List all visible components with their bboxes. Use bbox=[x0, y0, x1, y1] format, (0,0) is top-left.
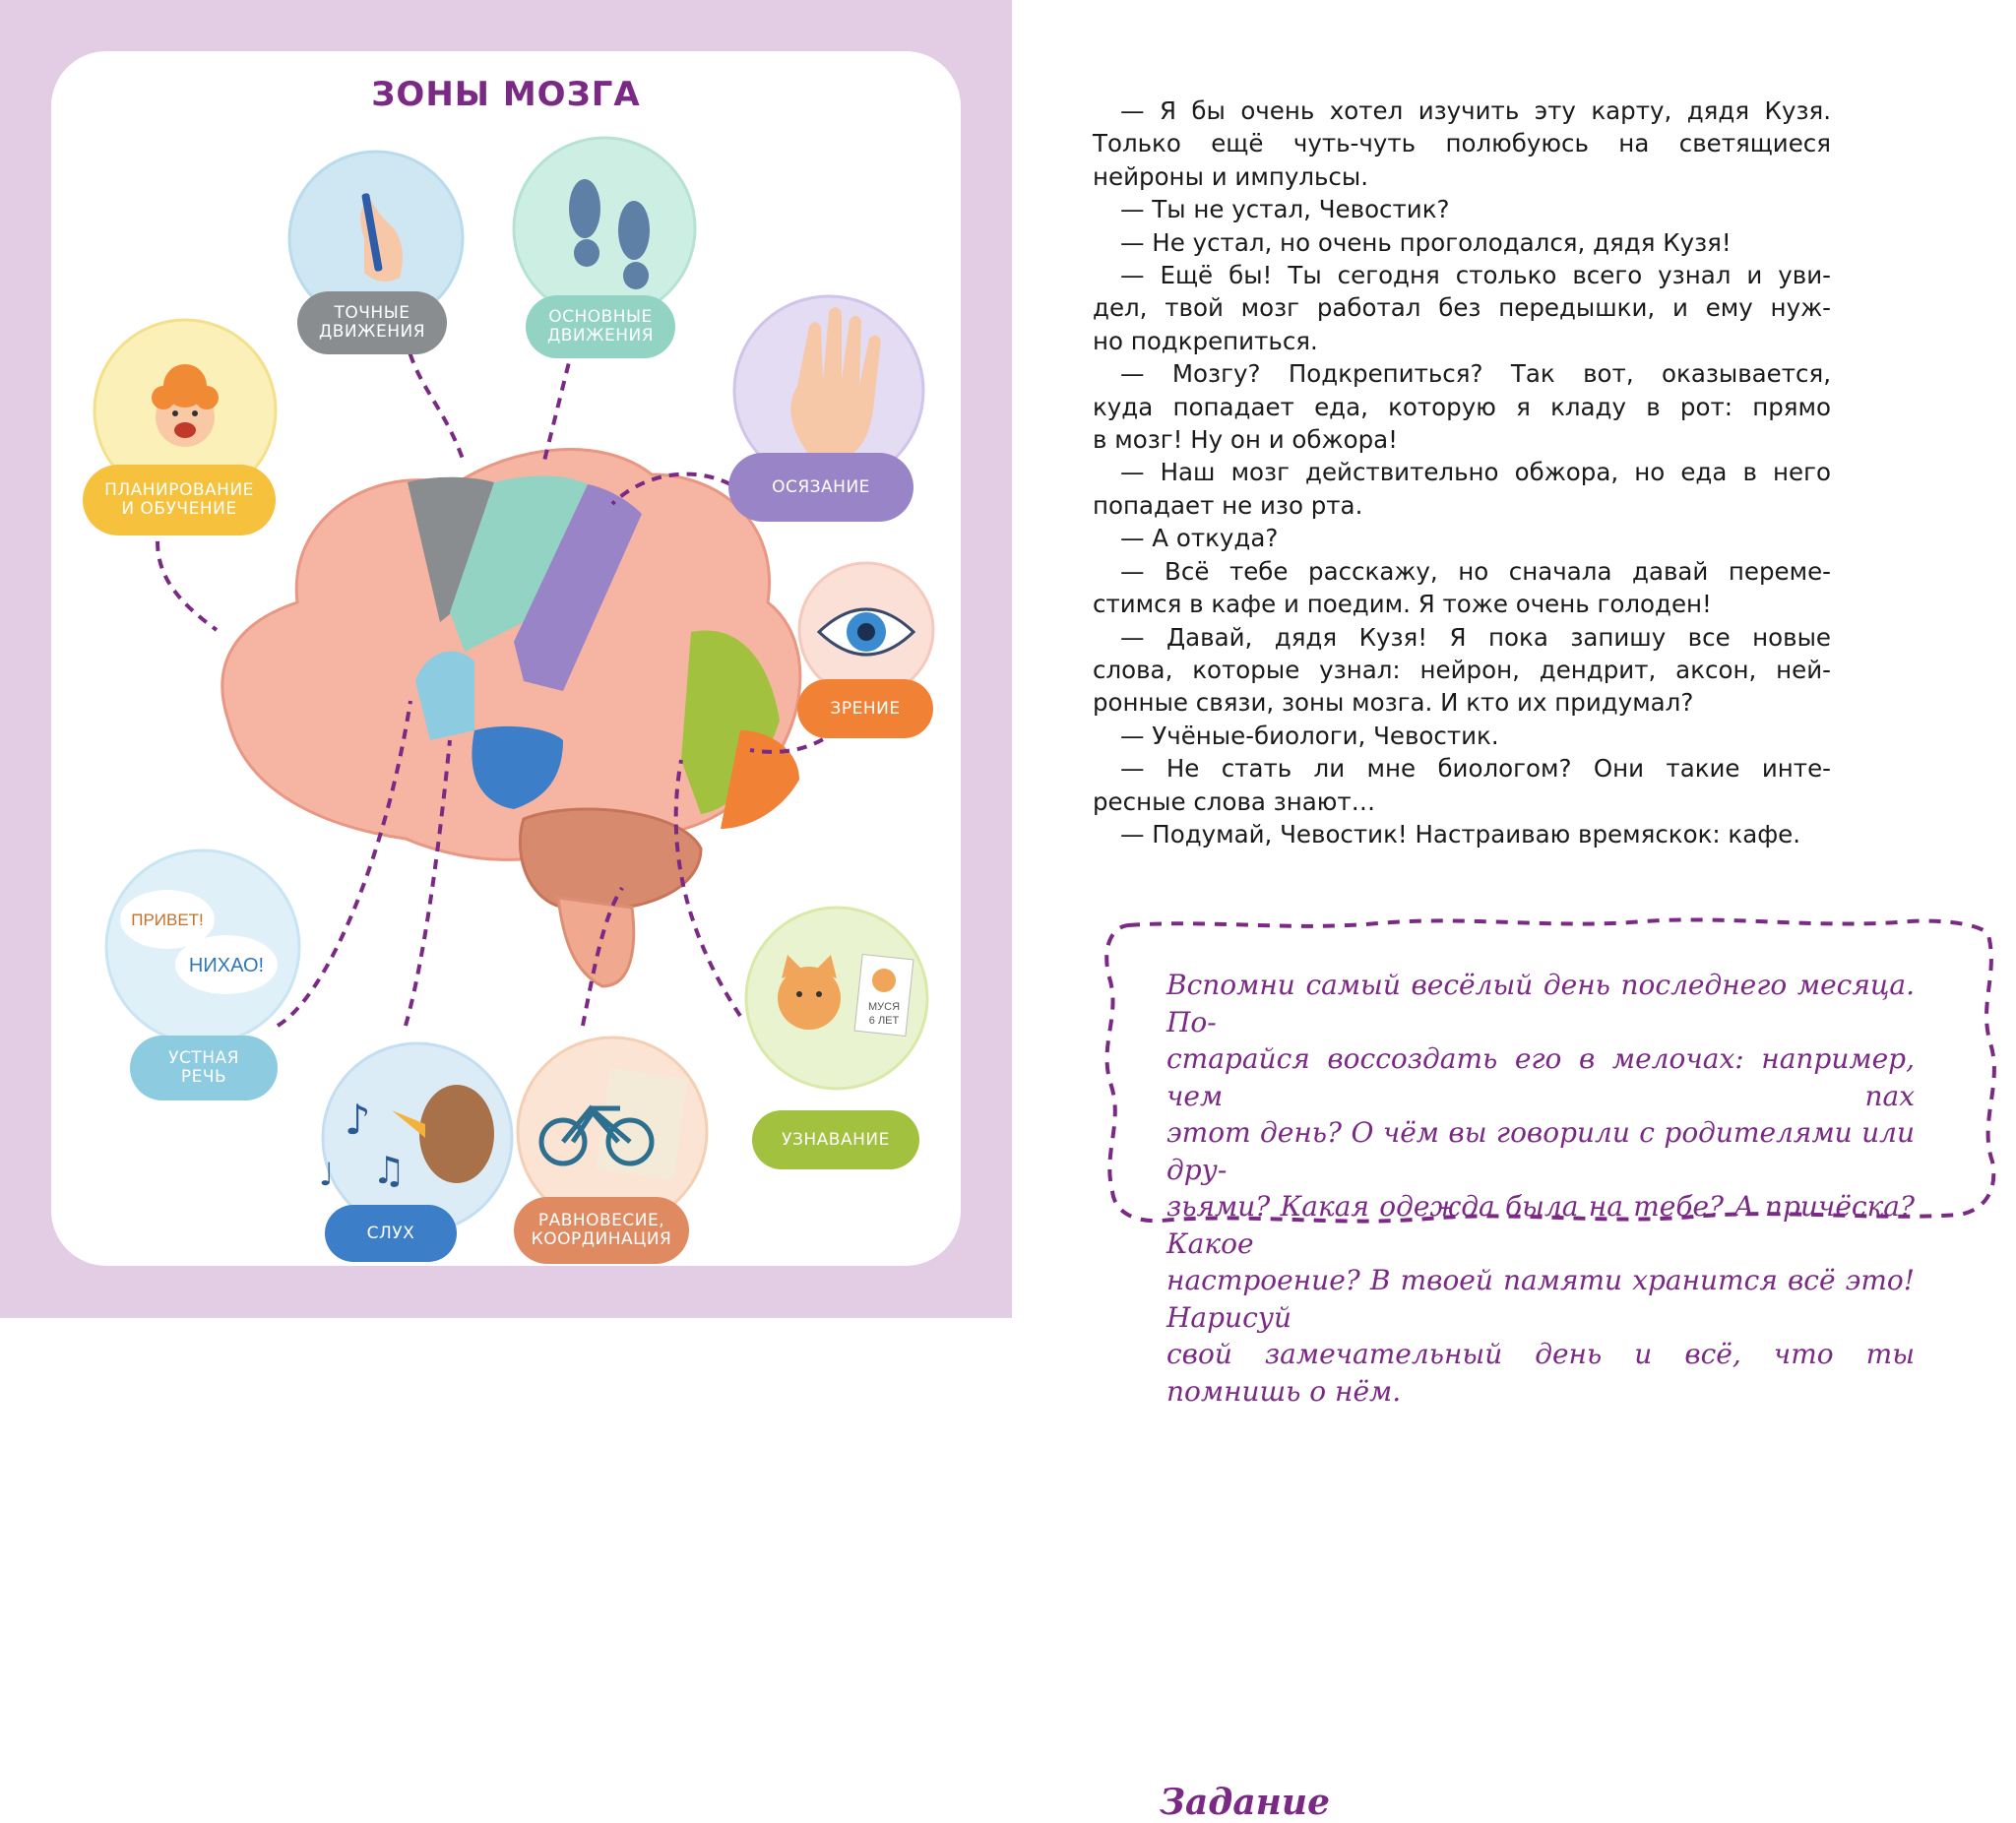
story-line: ронные связи, зоны мозга. И кто их придумал? bbox=[1093, 688, 1694, 718]
card-title: ЗОНЫ МОЗГА bbox=[371, 75, 641, 114]
pill-line: ОСЯЗАНИЕ bbox=[772, 476, 870, 497]
pill-line: ТОЧНЫЕ bbox=[334, 303, 410, 323]
speech-bubble-text-2: НИХАО! bbox=[188, 955, 265, 976]
story-line: слова, которые узнал: нейрон, дендрит, аксон, ней- bbox=[1093, 655, 1831, 684]
photo-card-name: МУСЯ bbox=[867, 1001, 901, 1013]
story-line: — Учёные-биологи, Чевостик. bbox=[1120, 721, 1499, 750]
pill-line: ЗРЕНИЕ bbox=[830, 698, 901, 719]
task-line: зьями? Какая одежда была на тебе? А причёска? Какое bbox=[1166, 1190, 1915, 1260]
svg-text:♪: ♪ bbox=[345, 1096, 371, 1144]
svg-text:♩: ♩ bbox=[319, 1156, 335, 1193]
story-line: стимся в кафе и поедим. Я тоже очень голоден! bbox=[1093, 590, 1712, 619]
speech-bubble-text-1: ПРИВЕТ! bbox=[131, 911, 204, 929]
pill-hearing bbox=[325, 1205, 457, 1262]
pill-line: И ОБУЧЕНИЕ bbox=[121, 499, 237, 519]
task-line: Вспомни самый весёлый день последнего месяца. По- bbox=[1166, 969, 1915, 1038]
story-line: попадает не изо рта. bbox=[1093, 490, 1363, 520]
pill-line: ДВИЖЕНИЯ bbox=[318, 322, 426, 342]
pill-balance bbox=[514, 1197, 689, 1264]
story-line: — Не стать ли мне биологом? Они такие инте- bbox=[1120, 754, 1831, 784]
pill-basic-movements bbox=[526, 295, 675, 358]
svg-text:♫: ♫ bbox=[372, 1149, 407, 1192]
pill-line: УСТНАЯ bbox=[168, 1048, 239, 1068]
task-line: старайся воссоздать его в мелочах: например, чем пах bbox=[1166, 1042, 1915, 1112]
story-line: куда попадает еда, которую я кладу в рот: прямо bbox=[1093, 392, 1831, 421]
task-line: этот день? О чём вы говорили с родителями или дру- bbox=[1166, 1116, 1915, 1186]
story-line: дел, твой мозг работал без передышки, и ему нуж- bbox=[1093, 293, 1831, 323]
pill-recognition bbox=[752, 1110, 919, 1169]
pill-line: ДВИЖЕНИЯ bbox=[546, 326, 655, 346]
story-line: — А откуда? bbox=[1120, 524, 1279, 553]
pill-line: СЛУХ bbox=[366, 1223, 415, 1243]
story-line: нейроны и импульсы. bbox=[1093, 161, 1369, 191]
photo-card-age: 6 ЛЕТ bbox=[868, 1015, 900, 1027]
pill-line: РЕЧЬ bbox=[180, 1067, 227, 1087]
pill-speech bbox=[130, 1036, 278, 1100]
task-line: настроение? В твоей памяти хранится всё это! Нарисуй bbox=[1166, 1264, 1915, 1334]
pill-line: УЗНАВАНИЕ bbox=[782, 1129, 890, 1150]
story-line: ресные слова знают… bbox=[1093, 786, 1376, 816]
pill-vision bbox=[797, 679, 933, 738]
pill-planning-learning bbox=[83, 465, 276, 535]
pill-line: ПЛАНИРОВАНИЕ bbox=[104, 480, 254, 500]
task-line: свой замечательный день и всё, что ты помнишь о нём. bbox=[1166, 1338, 1915, 1408]
left-page bbox=[0, 0, 1012, 1318]
pill-line: ОСНОВНЫЕ bbox=[548, 307, 653, 327]
pill-fine-movements bbox=[297, 291, 447, 354]
story-line: — Я бы очень хотел изучить эту карту, дядя Кузя. bbox=[1120, 96, 1831, 125]
story-line: — Подумай, Чевостик! Настраиваю времяскок: кафе. bbox=[1120, 819, 1801, 849]
story-line: в мозг! Ну он и обжора! bbox=[1093, 425, 1398, 455]
task-title: Задание bbox=[1152, 1782, 1338, 1823]
brain-illustration bbox=[222, 450, 800, 986]
brain-zones-card bbox=[51, 51, 961, 1266]
story-line: но подкрепиться. bbox=[1093, 326, 1318, 355]
story-line: Только ещё чуть-чуть полюбуюсь на светящиеся bbox=[1093, 129, 1831, 158]
story-line: — Не устал, но очень проголодался, дядя Кузя! bbox=[1120, 227, 1732, 257]
story-text bbox=[1093, 94, 1831, 850]
story-line: — Всё тебе расскажу, но сначала давай переме- bbox=[1120, 556, 1831, 586]
story-line: — Мозгу? Подкрепиться? Так вот, оказывается, bbox=[1120, 359, 1831, 389]
task-text bbox=[1166, 967, 1915, 1410]
story-line: — Давай, дядя Кузя! Я пока запишу все новые bbox=[1120, 622, 1831, 652]
story-line: — Наш мозг действительно обжора, но еда в него bbox=[1120, 458, 1831, 487]
pill-line: РАВНОВЕСИЕ, bbox=[537, 1211, 665, 1230]
story-line: — Ты не устал, Чевостик? bbox=[1120, 195, 1450, 224]
story-line: — Ещё бы! Ты сегодня столько всего узнал и уви- bbox=[1120, 261, 1831, 290]
pill-touch bbox=[728, 453, 914, 522]
pill-line: КООРДИНАЦИЯ bbox=[531, 1229, 672, 1249]
